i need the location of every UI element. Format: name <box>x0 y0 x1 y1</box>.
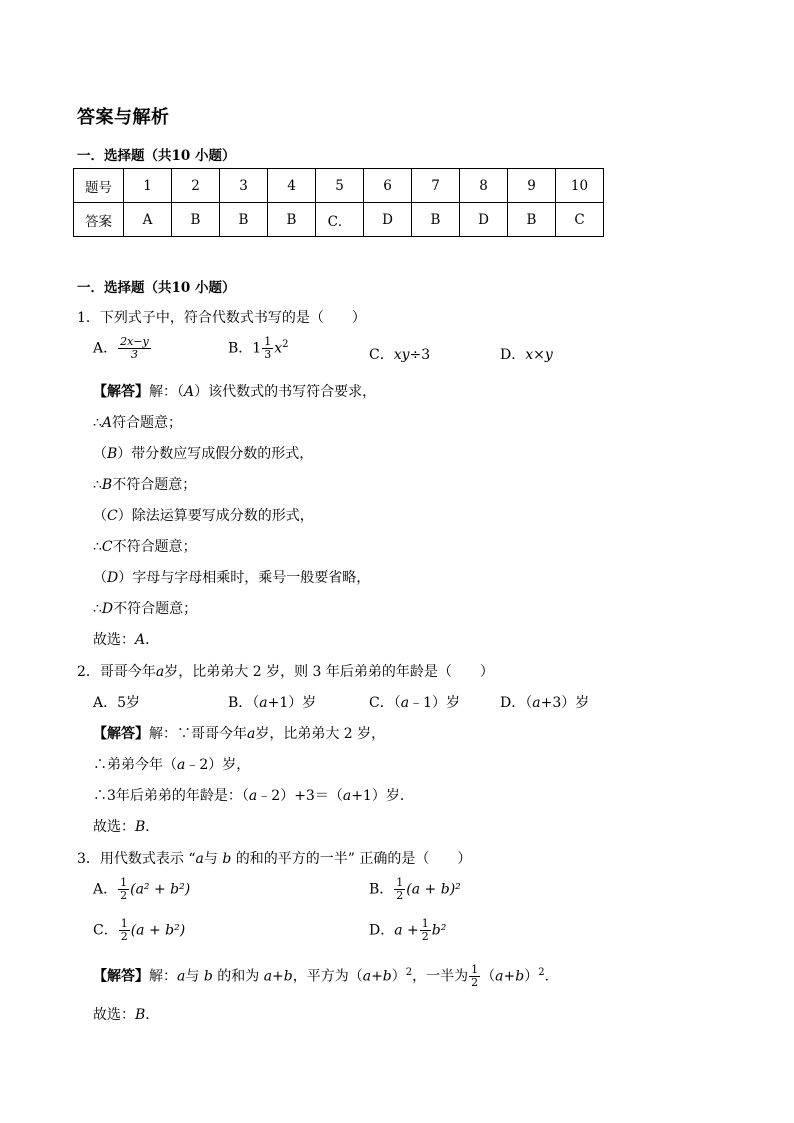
fraction: $\frac{1}{2}$ <box>120 917 128 943</box>
section-heading: 一．选择题（共10 小题） <box>77 148 236 164</box>
fraction: $\frac{1}{2}$ <box>120 876 128 902</box>
q2-option-a: A．5岁 <box>93 695 141 711</box>
table-cell: 10 <box>556 169 604 203</box>
q3-option-d: D．a + $\frac{1}{2}$ b² <box>369 917 447 943</box>
table-header-cell: 题号 <box>74 169 124 203</box>
table-row-questions <box>74 169 604 203</box>
q3-option-b: B． $\frac{1}{2}$ (a + b)² <box>369 876 461 902</box>
table-cell: B <box>268 203 316 237</box>
table-cell: D <box>364 203 412 237</box>
table-cell: B <box>220 203 268 237</box>
q3-choice: 故选：B． <box>93 1007 160 1023</box>
q3-option-c: C． $\frac{1}{2}$ (a + b²) <box>93 917 186 943</box>
table-cell: 7 <box>412 169 460 203</box>
q2-choice: 故选：B． <box>93 819 160 835</box>
table-cell: 6 <box>364 169 412 203</box>
q1-solution-line: （B）带分数应写成假分数的形式， <box>93 446 314 462</box>
q1-choice: 故选：A． <box>93 632 160 648</box>
table-cell: 8 <box>460 169 508 203</box>
q2-option-b: B．（a+1）岁 <box>228 695 317 711</box>
table-cell: B <box>508 203 556 237</box>
q1-solution-line: （D）字母与字母相乘时，乘号一般要省略， <box>93 570 371 586</box>
table-cell: 5 <box>316 169 364 203</box>
q1-option-b: B．1 $\frac{1}{3}$ $x^2$ <box>228 335 289 361</box>
table-header-cell: 答案 <box>74 203 124 237</box>
question-2-stem: 2．哥哥今年a岁，比弟弟大 2 岁，则 3 年后弟弟的年龄是（ ） <box>77 664 494 680</box>
q1-option-c: C．xy÷3 <box>369 347 431 363</box>
fraction: $\frac{1}{3}$ <box>264 335 272 361</box>
table-cell: C <box>556 203 604 237</box>
table-cell: 9 <box>508 169 556 203</box>
q3-solution-line: 【解答】解：a与 b 的和为 a+b，平方为$(a+b)^2$，一半为 $\frac{1}{2}$ $(a+b)^2$． <box>93 963 559 989</box>
page-title: 答案与解析 <box>77 107 170 128</box>
fraction: $\frac{1}{2}$ <box>471 963 479 989</box>
q1-solution-line: ∴A符合题意； <box>93 415 183 431</box>
table-cell: 1 <box>124 169 172 203</box>
answer-table <box>73 168 604 237</box>
table-cell: B <box>412 203 460 237</box>
q1-solution-line: （C）除法运算要写成分数的形式， <box>93 508 314 524</box>
q1-option-d: D．x×y <box>500 347 553 363</box>
q2-solution-line: ∴弟弟今年（a﹣2）岁， <box>93 757 251 773</box>
table-cell: 4 <box>268 169 316 203</box>
q2-option-d: D．（a+3）岁 <box>500 695 590 711</box>
question-1-stem: 1．下列式子中，符合代数式书写的是（ ） <box>77 310 366 326</box>
fraction: $\frac{1}{2}$ <box>396 876 404 902</box>
section-heading-2: 一．选择题（共10 小题） <box>77 280 236 296</box>
question-3-stem: 3．用代数式表示 “a与 b 的和的平方的一半” 正确的是（ ） <box>77 851 472 867</box>
fraction: $\frac{2x-y}{3}$ <box>120 335 149 361</box>
table-cell: 2 <box>172 169 220 203</box>
table-cell: B <box>172 203 220 237</box>
table-cell: A <box>124 203 172 237</box>
table-cell: D <box>460 203 508 237</box>
q1-option-a: A． $\frac{2x-y}{3}$ <box>93 335 149 361</box>
q2-option-c: C．（a﹣1）岁 <box>369 695 460 711</box>
q2-solution-line: ∴3年后弟弟的年龄是：（a﹣2）+3＝（a+1）岁． <box>93 788 414 804</box>
q1-solution-line: ∴D不符合题意； <box>93 601 198 617</box>
q2-solution-line: 【解答】解：∵哥哥今年a岁，比弟弟大 2 岁， <box>93 726 386 742</box>
q3-option-a: A． $\frac{1}{2}$ (a² + b²) <box>93 876 191 902</box>
q1-solution-line: 【解答】解：（A）该代数式的书写符合要求， <box>93 384 377 400</box>
q1-solution-line: ∴C不符合题意； <box>93 539 197 555</box>
q1-solution-line: ∴B不符合题意； <box>93 477 197 493</box>
table-row-answers <box>74 203 604 237</box>
fraction: $\frac{1}{2}$ <box>421 917 429 943</box>
table-cell: C． <box>316 203 364 237</box>
table-cell: 3 <box>220 169 268 203</box>
